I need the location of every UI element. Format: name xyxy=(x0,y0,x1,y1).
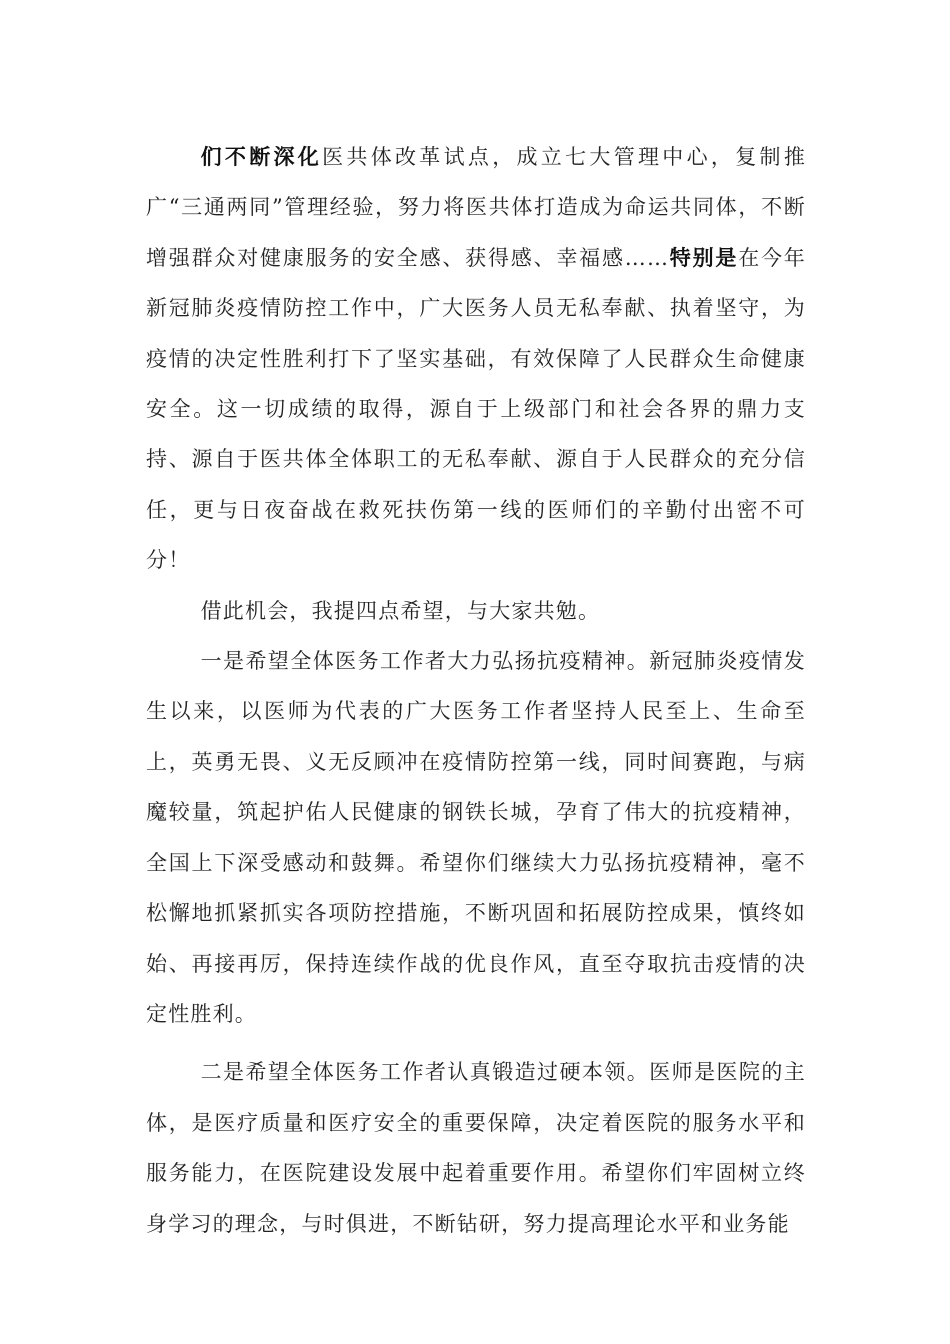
bold-phrase-especially: 特别是 xyxy=(669,245,739,270)
paragraph-hope-one: 一是希望全体医务工作者大力弘扬抗疫精神。新冠肺炎疫情发生以来，以医师为代表的广大医务工作者坚持人民至上、生命至上，英勇无畏、义无反顾冲在疫情防控第一线，同时间赛跑，与病魔较量，筑起护佑人民健康的钢铁长城，孕育了伟大的抗疫精神，全国上下深受感动和鼓舞。希望你们继续大力弘扬抗疫精神，毫不松懈地抓紧抓实各项防控措施，不断巩固和拓展防控成果，慎终如始、再接再厉，保持连续作战的优良作风，直至夺取抗击疫情的决定性胜利。 xyxy=(146,649,806,1026)
document-body xyxy=(146,132,806,1249)
paragraph-hope-two: 二是希望全体医务工作者认真锻造过硬本领。医师是医院的主体，是医疗质量和医疗安全的重要保障，决定着医院的服务水平和服务能力，在医院建设发展中起着重要作用。希望你们牢固树立终身学习的理念，与时俱进，不断钻研，努力提高理论水平和业务能 xyxy=(146,1060,806,1236)
paragraph-four-hopes: 借此机会，我提四点希望，与大家共勉。 xyxy=(200,598,601,623)
paragraph-text: 医共体改革试点，成立七大管理中心，复制推广“三通两同”管理经验，努力将医共体打造成为命运共同体，不断增强群众对健康服务的安全感、获得感、幸福感…… xyxy=(146,145,807,270)
bold-lead-phrase: 们不断深化 xyxy=(200,145,323,169)
paragraph-achievements xyxy=(146,132,806,586)
paragraph-text: 在今年新冠肺炎疫情防控工作中，广大医务人员无私奉献、执着坚守，为疫情的决定性胜利打下了坚实基础，有效保障了人民群众生命健康安全。这一切成绩的取得，源自于上级部门和社会各界的鼎力支持、源自于医共体全体职工的无私奉献、源自于人民群众的充分信任，更与日夜奋战在救死扶伤第一线的医师们的辛勤付出密不可分！ xyxy=(146,245,806,573)
